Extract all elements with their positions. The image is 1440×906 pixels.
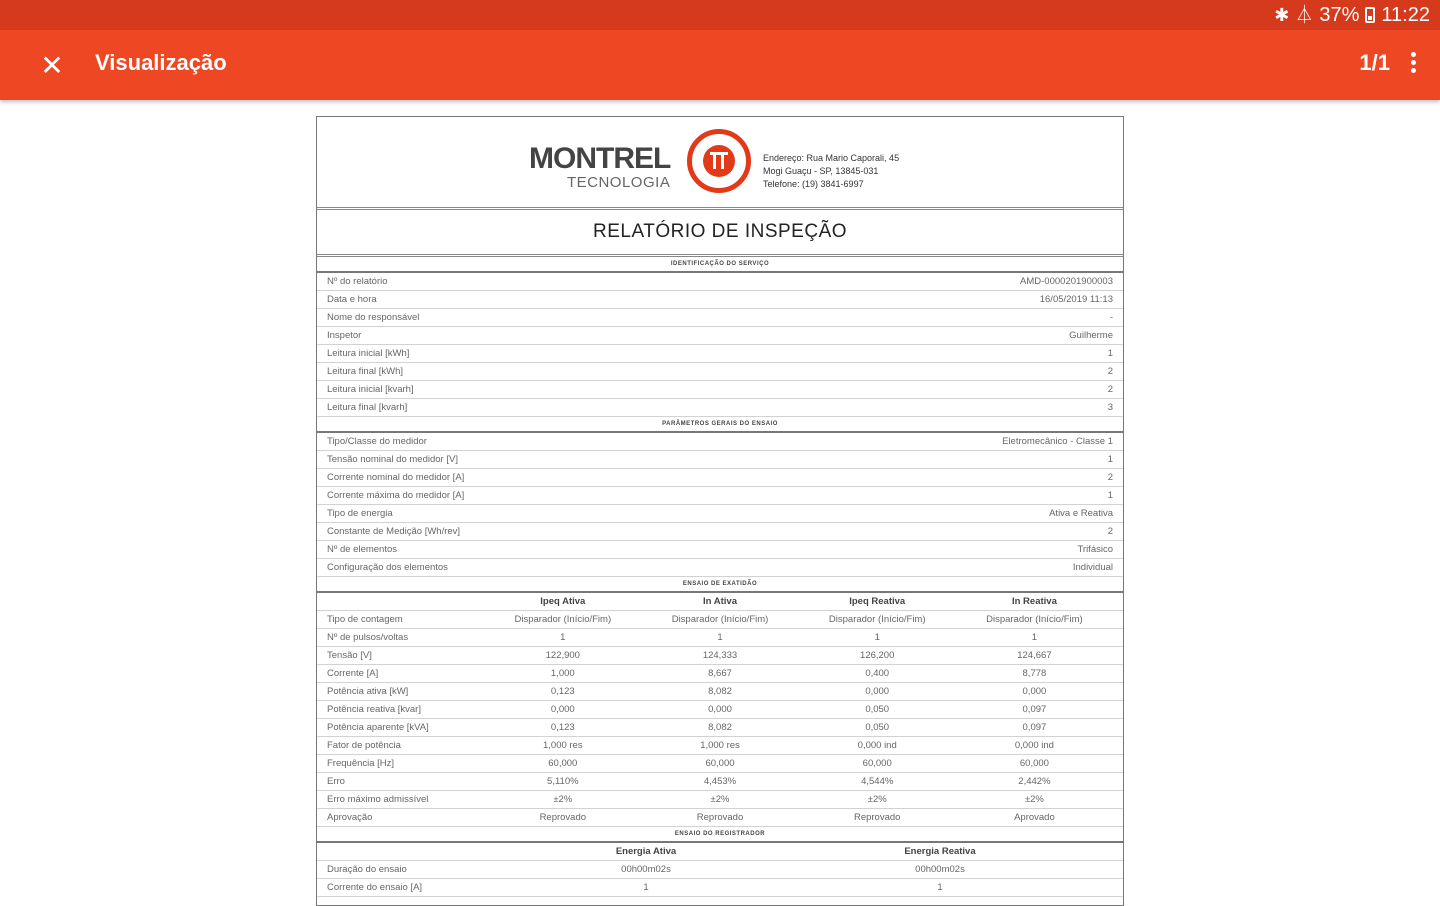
cell-value: 0,123 [550, 686, 575, 697]
row-value: 1 [1107, 454, 1113, 465]
row-value: 2 [1107, 366, 1113, 377]
row-label: Leitura inicial [kWh] [327, 348, 410, 359]
cell-value: 0,123 [550, 722, 575, 733]
status-icons [1274, 3, 1430, 27]
row-label: Nº de pulsos/voltas [327, 632, 409, 643]
table-row [317, 809, 1123, 827]
row-label: Tipo/Classe do medidor [327, 436, 427, 447]
row-value: 2 [1107, 472, 1113, 483]
row-value: 2 [1107, 384, 1113, 395]
row-label: Nº do relatório [327, 276, 388, 287]
cell-value: 0,000 [1022, 686, 1047, 697]
table-row [317, 719, 1123, 737]
table-row [317, 327, 1123, 345]
cell-value: 0,000 ind [857, 740, 897, 751]
cell-value: Reprovado [853, 812, 901, 823]
cell-value: 0,097 [1022, 722, 1047, 733]
cell-value: 126,200 [860, 650, 895, 661]
table-row [317, 273, 1123, 291]
row-label: Corrente nominal do medidor [A] [327, 472, 465, 483]
row-label: Erro [327, 776, 345, 787]
battery-icon [1365, 7, 1375, 23]
cell-value: 1 [1031, 632, 1038, 643]
row-label: Frequência [Hz] [327, 758, 395, 769]
row-label: Inspetor [327, 330, 362, 341]
row-value: Ativa e Reativa [1049, 508, 1113, 519]
section-title-general-params: PARÂMETROS GERAIS DO ENSAIO [317, 417, 1123, 433]
table-row [317, 755, 1123, 773]
row-label: Leitura final [kWh] [327, 366, 404, 377]
cell-value: 0,050 [865, 704, 890, 715]
row-label: Configuração dos elementos [327, 562, 448, 573]
cell-value: 4,544% [861, 776, 894, 787]
cell-value: Reprovado [539, 812, 587, 823]
report-title: RELATÓRIO DE INSPEÇÃO [317, 210, 1123, 257]
row-label: Nº de elementos [327, 544, 398, 555]
row-value: 1 [1107, 490, 1113, 501]
row-label: Tensão nominal do medidor [V] [327, 454, 458, 465]
row-label: Aprovação [327, 812, 373, 823]
document-preview[interactable] [316, 116, 1124, 906]
table-row [317, 363, 1123, 381]
table-row [317, 861, 1123, 879]
exactness-table [317, 593, 1123, 827]
cell-value: ±2% [1024, 794, 1044, 805]
table-row [317, 381, 1123, 399]
cell-value: 2,442% [1018, 776, 1051, 787]
table-row [317, 541, 1123, 559]
cell-value: 60,000 [705, 758, 735, 769]
table-row [317, 523, 1123, 541]
cell-value: 8,082 [708, 686, 732, 697]
battery-percent: 37% [1319, 3, 1360, 26]
status-bar [0, 0, 1440, 30]
page-title: Visualização [95, 50, 227, 75]
cell-value: ±2% [553, 794, 573, 805]
table-row [317, 309, 1123, 327]
cell-value: Disparador (Início/Fim) [828, 614, 926, 625]
cell-value: 0,000 ind [1014, 740, 1054, 751]
cell-value: 00h00m02s [621, 864, 671, 875]
row-value: 1 [1107, 348, 1113, 359]
column-header: Energia Reativa [904, 846, 976, 857]
row-label: Duração do ensaio [327, 864, 407, 875]
cell-value: 1 [643, 882, 649, 893]
cell-value: 5,110% [547, 776, 579, 787]
column-header: Ipeq Reativa [849, 596, 906, 607]
page-indicator: 1/1 [1359, 50, 1390, 75]
more-options-button[interactable] [1408, 52, 1418, 78]
cell-value: 0,050 [865, 722, 890, 733]
more-vertical-icon [1408, 52, 1418, 73]
company-name: MONTREL [529, 142, 671, 175]
table-row [317, 737, 1123, 755]
table-row [317, 505, 1123, 523]
cell-value: 60,000 [1019, 758, 1049, 769]
row-label: Constante de Medição [Wh/rev] [327, 526, 461, 537]
row-label: Leitura final [kvarh] [327, 402, 408, 413]
wifi-icon: ⏃ [1295, 5, 1314, 25]
app-bar [0, 30, 1440, 100]
cell-value: 8,082 [708, 722, 732, 733]
row-label: Data e hora [327, 294, 377, 305]
row-value: 2 [1107, 526, 1113, 537]
row-label: Erro máximo admissível [327, 794, 429, 805]
table-row [317, 701, 1123, 719]
row-value: Guilherme [1069, 330, 1113, 341]
cell-value: 0,000 [708, 704, 732, 715]
row-label: Leitura inicial [kvarh] [327, 384, 414, 395]
row-value: 3 [1107, 402, 1113, 413]
cell-value: Disparador (Início/Fim) [671, 614, 769, 625]
cell-value: 00h00m02s [915, 864, 965, 875]
cell-value: 0,000 [865, 686, 890, 697]
company-logo-text [529, 143, 670, 191]
table-row [317, 559, 1123, 577]
cell-value: 1,000 [550, 668, 575, 679]
identification-table [317, 273, 1123, 417]
table-row [317, 647, 1123, 665]
section-title-registrar: ENSAIO DO REGISTRADOR [317, 827, 1123, 843]
table-row [317, 469, 1123, 487]
table-row [317, 611, 1123, 629]
cell-value: Aprovado [1014, 812, 1055, 823]
table-row [317, 433, 1123, 451]
cell-value: 1 [560, 632, 566, 643]
row-label: Fator de potência [327, 740, 401, 751]
table-row [317, 399, 1123, 417]
close-icon: ✕ [40, 49, 64, 81]
column-header: Ipeq Ativa [540, 596, 586, 607]
company-address: Endereço: Rua Mario Caporali, 45 Mogi Guaçu - SP, 13845-031 Telefone: (19) 3841-6997 [763, 153, 900, 189]
row-label: Potência ativa [kW] [327, 686, 409, 697]
table-row [317, 791, 1123, 809]
cell-value: 0,000 [550, 704, 575, 715]
column-header: In Reativa [1011, 596, 1057, 607]
table-row [317, 665, 1123, 683]
row-label: Potência aparente [kVA] [327, 722, 429, 733]
cell-value: 4,453% [703, 776, 737, 787]
cell-value: 1 [937, 882, 943, 893]
cell-value: 0,400 [865, 668, 890, 679]
cell-value: 8,667 [708, 668, 732, 679]
bluetooth-icon: ✱ [1274, 5, 1290, 25]
cell-value: 124,667 [1017, 650, 1052, 661]
row-label: Tensão [V] [327, 650, 372, 661]
row-label: Corrente [A] [327, 668, 379, 679]
column-header: In Ativa [703, 596, 737, 607]
table-row [317, 487, 1123, 505]
row-label: Nome do responsável [327, 312, 420, 323]
cell-value: 60,000 [862, 758, 892, 769]
row-value: AMD-0000201900003 [1020, 276, 1113, 287]
cell-value: ±2% [710, 794, 730, 805]
row-value: Eletromecânico - Classe 1 [1002, 436, 1113, 447]
company-logo-icon [687, 129, 751, 193]
cell-value: Disparador (Início/Fim) [986, 614, 1083, 625]
table-header-row [317, 843, 1123, 861]
table-row [317, 683, 1123, 701]
cell-value: 8,778 [1022, 668, 1047, 679]
row-label: Tipo de contagem [327, 614, 403, 625]
registrar-table [317, 843, 1123, 897]
table-row [317, 451, 1123, 469]
cell-value: 1 [874, 632, 880, 643]
section-title-identification: IDENTIFICAÇÃO DO SERVIÇO [317, 257, 1123, 273]
table-row [317, 773, 1123, 791]
cell-value: ±2% [867, 794, 887, 805]
row-value: Trifásico [1077, 544, 1113, 555]
clock: 11:22 [1381, 3, 1430, 26]
row-label: Corrente do ensaio [A] [327, 882, 423, 893]
table-row [317, 291, 1123, 309]
cell-value: 0,097 [1022, 704, 1047, 715]
row-label: Tipo de energia [327, 508, 393, 519]
cell-value: 1,000 res [700, 740, 740, 751]
row-value: - [1109, 312, 1113, 323]
cell-value: Disparador (Início/Fim) [514, 614, 612, 625]
document-header [317, 117, 1123, 210]
row-label: Corrente máxima do medidor [A] [327, 490, 465, 501]
cell-value: 122,900 [545, 650, 580, 661]
cell-value: Reprovado [696, 812, 744, 823]
cell-value: 124,333 [702, 650, 738, 661]
cell-value: 1,000 res [542, 740, 583, 751]
company-subtitle: TECNOLOGIA [566, 174, 671, 191]
table-row [317, 629, 1123, 647]
column-header: Energia Ativa [615, 846, 677, 857]
table-row [317, 879, 1123, 897]
row-value: Individual [1072, 562, 1113, 573]
general-params-table [317, 433, 1123, 577]
table-row [317, 345, 1123, 363]
table-header-row [317, 593, 1123, 611]
cell-value: 1 [717, 632, 723, 643]
row-label: Potência reativa [kvar] [327, 704, 421, 715]
cell-value: 60,000 [548, 758, 578, 769]
section-title-exactness: ENSAIO DE EXATIDÃO [317, 577, 1123, 593]
close-button[interactable] [32, 45, 72, 85]
row-value: 16/05/2019 11:13 [1039, 294, 1113, 305]
